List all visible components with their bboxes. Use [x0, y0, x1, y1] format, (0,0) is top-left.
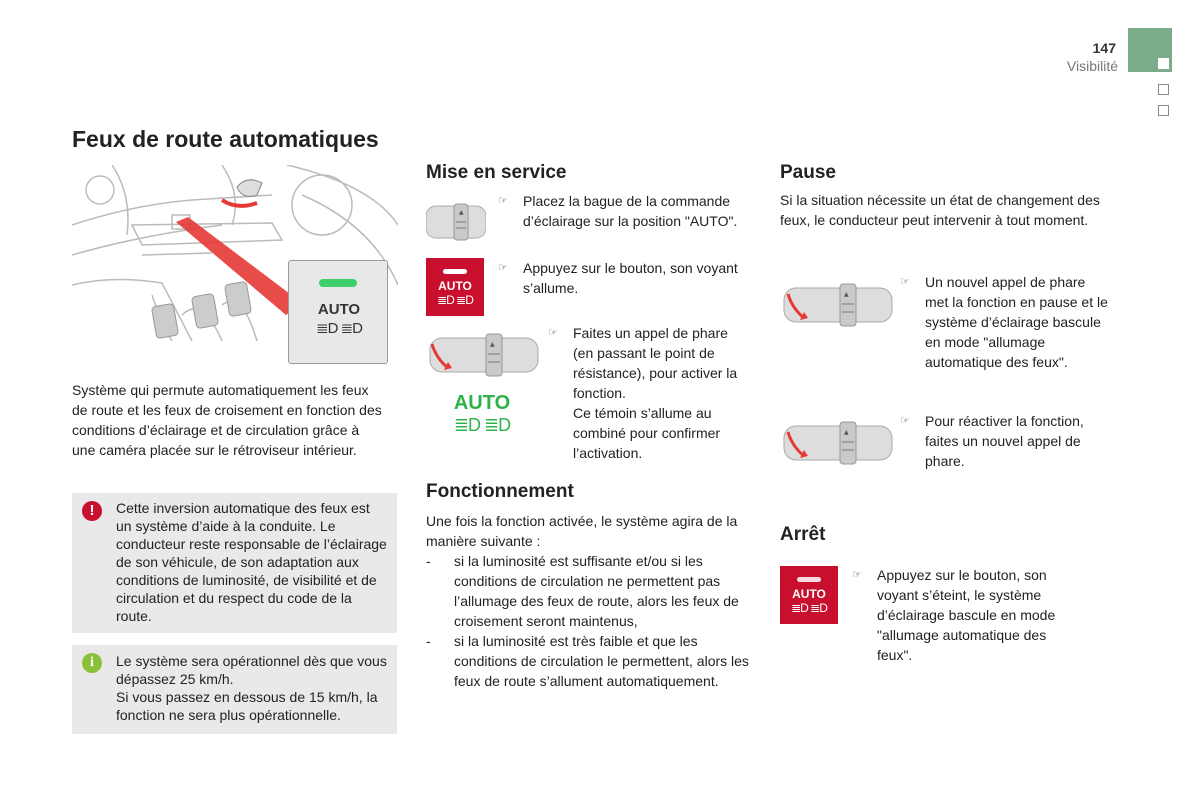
info-box: [72, 645, 397, 734]
stop-heading: Arrêt: [780, 524, 826, 545]
auto-button-badge: [780, 566, 838, 624]
page-title: Feux de route automatiques: [72, 126, 379, 152]
badge-lamp-symbol: ≣D ≣D: [437, 293, 473, 307]
warning-text: Cette inversion automatique des feux est un système d’aide à la conduite. Le conducteur reste responsable de l’éclairage de son véhicule, de son adaptation aux conditions de luminosité, de visibilité et de circulation et du respect du code de la route.: [116, 500, 387, 624]
stalk-flash-illustration: [426, 324, 540, 382]
pointing-hand-icon: ☞: [900, 276, 910, 288]
pause-step-1-text: Un nouvel appel de phare met la fonction en pause et le système d’éclairage bascule en mode "allumage automatique des feux".: [925, 274, 1108, 370]
dashboard-illustration: [72, 165, 398, 365]
chapter-marker-active: [1158, 58, 1169, 69]
list-dash: -: [426, 553, 431, 569]
chapter-tab: [1128, 28, 1172, 72]
badge-lamp-symbol: ≣D ≣D: [791, 601, 827, 615]
svg-text:▲: ▲: [459, 209, 464, 216]
svg-text:▲: ▲: [844, 429, 849, 436]
button-indicator-light: [319, 279, 357, 287]
pointing-hand-icon: ☞: [548, 327, 558, 339]
activation-step-3-confirm: Ce témoin s’allume au combiné pour confirmer l’activation.: [573, 405, 721, 461]
operation-intro: Une fois la fonction activée, le système agira de la manière suivante :: [426, 513, 738, 549]
info-text-line2: Si vous passez en dessous de 15 km/h, la fonction ne sera plus opérationnelle.: [116, 689, 378, 723]
svg-text:▲: ▲: [490, 341, 495, 348]
operation-item-1: [426, 551, 756, 631]
pointing-hand-icon: ☞: [900, 415, 910, 427]
warning-box: [72, 493, 397, 633]
stalk-reactivate-illustration: [780, 414, 894, 470]
badge-indicator: [443, 269, 467, 274]
pointing-hand-icon: ☞: [498, 195, 508, 207]
pause-step-2-text: Pour réactiver la fonction, faites un nouvel appel de phare.: [925, 413, 1084, 469]
exclamation-icon: !: [82, 501, 102, 521]
indicator-auto-label: AUTO: [453, 392, 511, 414]
activation-step-1: [498, 191, 754, 231]
info-icon: i: [82, 653, 102, 673]
stop-step-1: [852, 565, 1082, 665]
operation-item-2: [426, 631, 756, 691]
badge-auto-label: AUTO: [792, 587, 826, 601]
button-lamp-symbol: ≣D ≣D: [316, 320, 362, 337]
badge-indicator: [797, 577, 821, 582]
stalk-pause-illustration: [780, 276, 894, 332]
page-number: 147: [1092, 40, 1116, 56]
button-auto-label: AUTO: [317, 301, 361, 318]
pause-step-2: [900, 411, 1110, 471]
activation-step-1-text: Placez la bague de la commande d’éclairage sur la position "AUTO".: [523, 193, 738, 229]
activation-step-3: [548, 323, 748, 463]
list-dash: -: [426, 633, 431, 649]
section-name: Visibilité: [1066, 58, 1118, 74]
stop-step-1-text: Appuyez sur le bouton, son voyant s’éteint, le système d’éclairage bascule en mode "allumage automatique des feux".: [877, 567, 1056, 663]
operation-item-2-text: si la luminosité est très faible et que les conditions de circulation le permettent, alors les feux de route s’allument automatiquement.: [454, 633, 749, 689]
pause-intro: Si la situation nécessite un état de changement des feux, le conducteur peut intervenir à tout moment.: [780, 192, 1100, 228]
pointing-hand-icon: ☞: [852, 569, 862, 581]
activation-step-2-text: Appuyez sur le bouton, son voyant s’allume.: [523, 260, 738, 296]
info-text-line1: Le système sera opérationnel dès que vous dépassez 25 km/h.: [116, 653, 387, 687]
pause-step-1: [900, 272, 1110, 372]
auto-button-closeup: [288, 260, 388, 364]
badge-auto-label: AUTO: [438, 279, 472, 293]
activation-heading: Mise en service: [426, 162, 567, 183]
chapter-marker: [1158, 84, 1169, 95]
operation-heading: Fonctionnement: [426, 481, 574, 502]
lighting-stalk-illustration: [426, 194, 486, 248]
pause-heading: Pause: [780, 162, 836, 183]
activation-step-3-text: Faites un appel de phare (en passant le point de résistance), pour activer la fonction.: [573, 325, 738, 401]
auto-indicator-lamp: [446, 392, 518, 438]
auto-button-badge: [426, 258, 484, 316]
indicator-lamp-symbol: ≣D ≣D: [453, 415, 511, 435]
svg-text:▲: ▲: [844, 291, 849, 298]
activation-step-2: [498, 258, 754, 298]
operation-item-1-text: si la luminosité est suffisante et/ou si les conditions de circulation ne permettent pas l’allumage des feux de route, alors les feux de croisement seront maintenus,: [454, 553, 739, 629]
chapter-marker: [1158, 105, 1169, 116]
intro-paragraph: Système qui permute automatiquement les feux de route et les feux de croisement en fonction des conditions d’éclairage et de circulation grâce à une caméra placée sur le rétroviseur intérieur.: [72, 382, 382, 458]
pointing-hand-icon: ☞: [498, 262, 508, 274]
